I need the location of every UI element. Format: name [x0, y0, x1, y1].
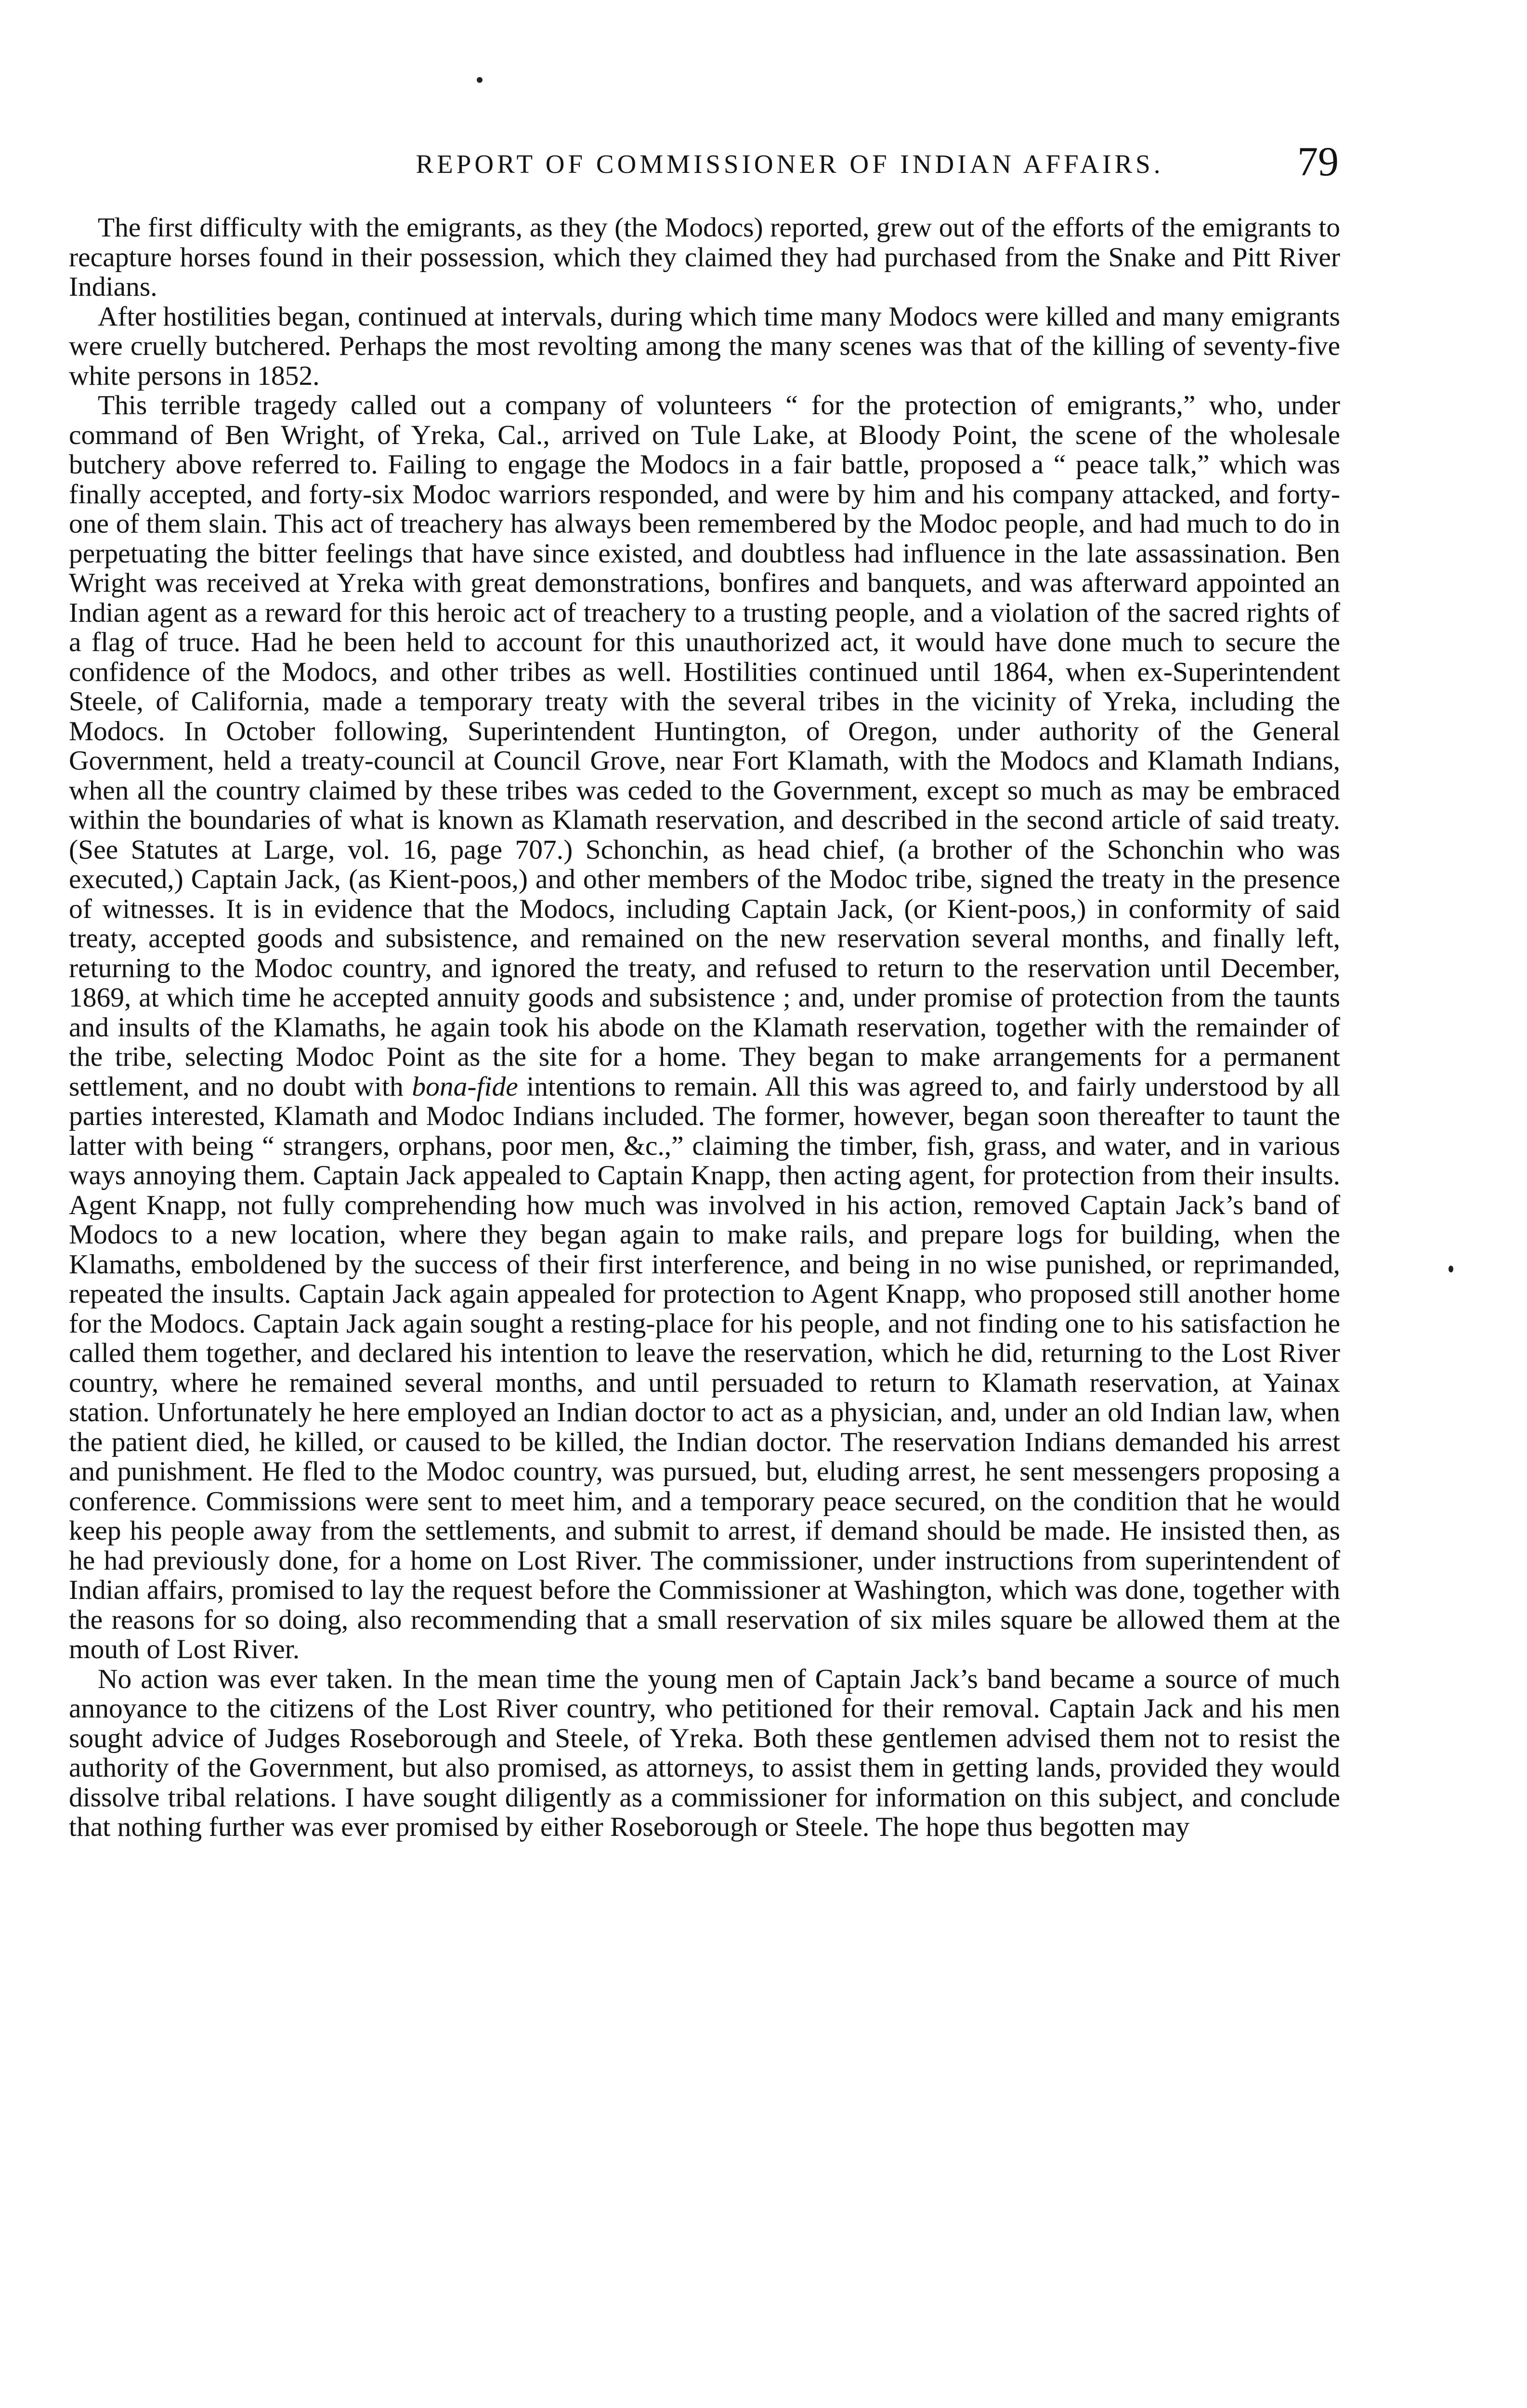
paragraph: The first difficulty with the emigrants, as they (the Modocs) reported, grew out of the efforts of the emigrants to recapture horses found in their possession, which they claimed they had purchased from the Snake and Pitt River Indians. [69, 212, 1340, 302]
paragraph [69, 391, 1340, 1664]
print-speck [1449, 1266, 1453, 1272]
body-text [69, 213, 1340, 1842]
page-number: 79 [1297, 138, 1339, 184]
print-speck [477, 77, 483, 83]
paragraph: After hostilities began, continued at intervals, during which time many Modocs were killed and many emigrants were cruelly butchered. Perhaps the most revolting among the many scenes was that of the killing of seventy-five white persons in 1852. [69, 301, 1340, 391]
italic-term: bona-fide [412, 1071, 518, 1102]
running-title: REPORT OF COMMISSIONER OF INDIAN AFFAIRS. [416, 149, 1164, 179]
paragraph: No action was ever taken. In the mean time the young men of Captain Jack’s band became a source of much annoyance to the citizens of the Lost River country, who petitioned for their removal. Captain Jack and his men sought advice of Judges Roseborough and Steele, of Yreka. Both these gentlemen advised them not to resist the authority of the Government, but also promised, as attorneys, to assist them in getting lands, provided they would dissolve tribal relations. I have sought diligently as a commissioner for information on this subject, and conclude that nothing further was ever promised by either Roseborough or Steele. The hope thus begotten may [69, 1663, 1340, 1842]
paragraph-text-continued: intentions to remain. All this was agreed to, and fairly understood by all parties interested, Klamath and Modoc Indians included. The former, however, began soon thereafter to taunt the latter with being “ strangers, orphans, poor men, &c.,” claiming the timber, fish, grass, and water, and in various ways annoying them. Captain Jack appealed to Captain Knapp, then acting agent, for protection from their insults. Agent Knapp, not fully comprehending how much was involved in his action, removed Captain Jack’s band of Modocs to a new location, where they began again to make rails, and prepare logs for building, when the Klamaths, emboldened by the success of their first interference, and being in no wise punished, or reprimanded, repeated the insults. Captain Jack again appealed for protection to Agent Knapp, who proposed still another home for the Modocs. Captain Jack again sought a resting-place for his people, and not finding one to his satisfaction he called them together, and declared his intention to leave the reservation, which he did, returning to the Lost River country, where he remained several months, and until persuaded to return to Klamath reservation, at Yainax station. Unfortunately he here employed an Indian doctor to act as a physician, and, under an old Indian law, when the patient died, he killed, or caused to be killed, the Indian doctor. The reservation Indians demanded his arrest and punishment. He fled to the Modoc country, was pursued, but, eluding arrest, he sent messengers proposing a conference. Commissions were sent to meet him, and a temporary peace secured, on the condition that he would keep his people away from the settlements, and submit to arrest, if demand should be made. He insisted then, as he had previously done, for a home on Lost River. The commissioner, under instructions from superintendent of Indian affairs, promised to lay the request before the Commissioner at Washington, which was done, together with the reasons for so doing, also recommending that a small reservation of six miles square be allowed them at the mouth of Lost River. [69, 1071, 1341, 1664]
paragraph-text: This terrible tragedy called out a company of volunteers “ for the protection of emigrants,” who, under command of Ben Wright, of Yreka, Cal., arrived on Tule Lake, at Bloody Point, the scene of the wholesale butchery above referred to. Failing to engage the Modocs in a fair battle, proposed a “ peace talk,” which was finally accepted, and forty-six Modoc warriors responded, and were by him and his company attacked, and forty-one of them slain. This act of treachery has always been remembered by the Modoc people, and had much to do in perpetuating the bitter feelings that have since existed, and doubtless had influence in the late assassination. Ben Wright was received at Yreka with great demonstrations, bonfires and banquets, and was afterward appointed an Indian agent as a reward for this heroic act of treachery to a trusting people, and a violation of the sacred rights of a flag of truce. Had he been held to account for this unauthorized act, it would have done much to secure the confidence of the Modocs, and other tribes as well. Hostilities continued until 1864, when ex-Superintendent Steele, of California, made a temporary treaty with the several tribes in the vicinity of Yreka, including the Modocs. In October following, Superintendent Huntington, of Oregon, under authority of the General Government, held a treaty-council at Council Grove, near Fort Klamath, with the Modocs and Klamath Indians, when all the country claimed by these tribes was ceded to the Government, except so much as may be embraced within the boundaries of what is known as Klamath reservation, and described in the second article of said treaty. (See Statutes at Large, vol. 16, page 707.) Schonchin, as head chief, (a brother of the Schonchin who was executed,) Captain Jack, (as Kient-poos,) and other members of the Modoc tribe, signed the treaty in the presence of witnesses. It is in evidence that the Modocs, including Captain Jack, (or Kient-poos,) in conformity of said treaty, accepted goods and subsistence, and remained on the new reservation several months, and finally left, returning to the Modoc country, and ignored the treaty, and refused to return to the reservation until December, 1869, at which time he accepted annuity goods and subsistence ; and, under promise of protection from the taunts and insults of the Klamaths, he again took his abode on the Klamath reservation, together with the remainder of the tribe, selecting Modoc Point as the site for a home. They began to make arrangements for a permanent settlement, and no doubt with [69, 390, 1340, 1102]
